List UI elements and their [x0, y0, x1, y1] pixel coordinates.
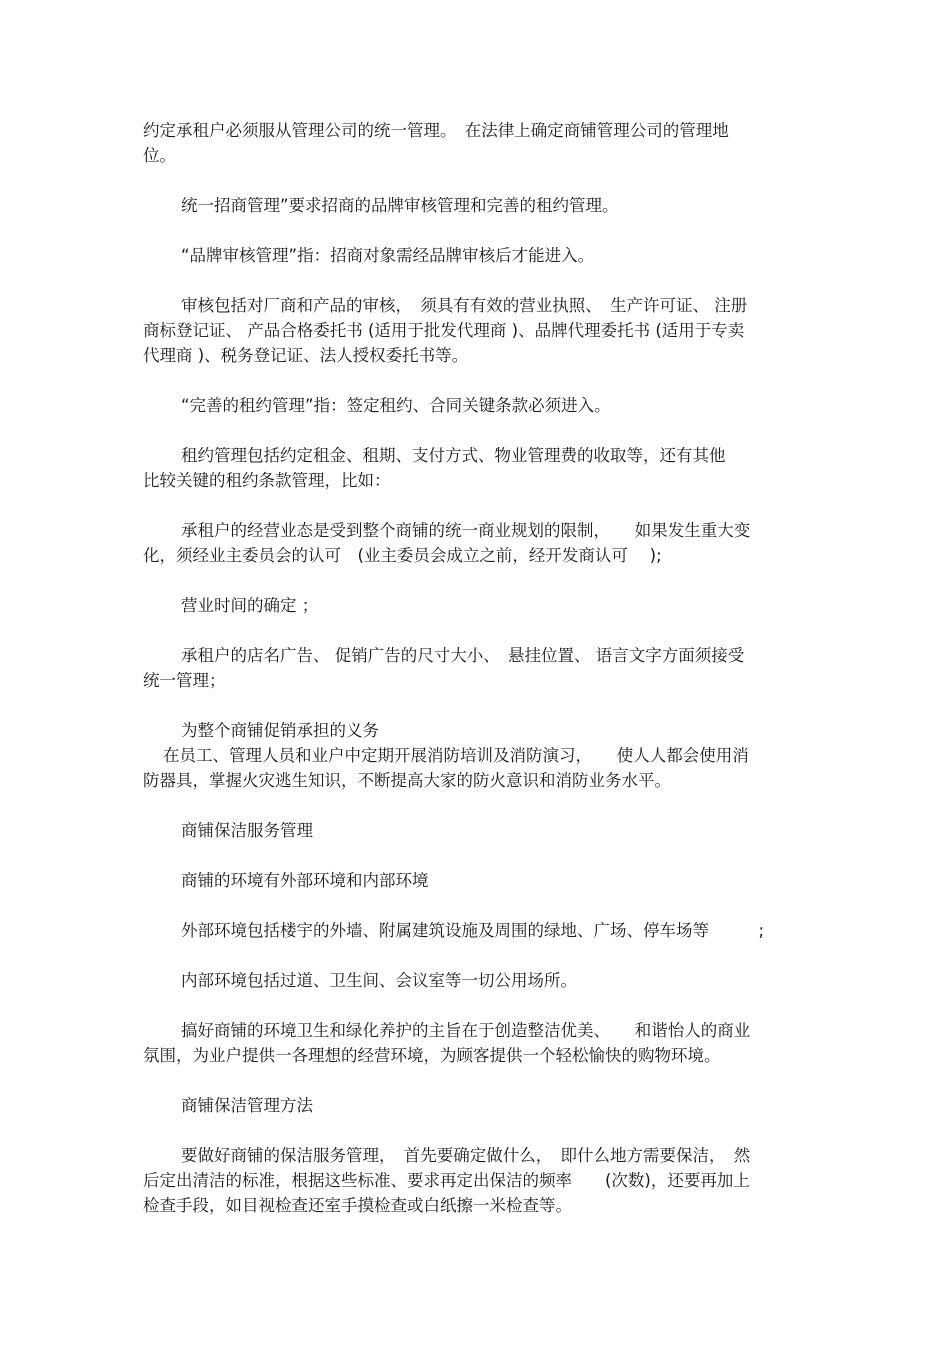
paragraph-environment-types: [143, 868, 808, 893]
text-line: 氛围，为业户提供一各理想的经营环境，为顾客提供一个轻松愉快的购物环境。: [143, 1046, 721, 1065]
text-line: 代理商 )、税务登记证、法人授权委托书等。: [143, 346, 469, 365]
text-line: 内部环境包括过道、卫生间、会议室等一切公用场所。: [181, 971, 577, 990]
text-line: 营业时间的确定 ；: [181, 596, 319, 615]
paragraph-business-hours: [143, 593, 808, 618]
text-line: 化，须经业主委员会的认可 (业主委员会成立之前，经开发商认可 );: [143, 546, 662, 565]
paragraph-internal-environment: [143, 968, 808, 993]
paragraph-lease-management: [143, 393, 808, 418]
text-line: 统一管理；: [143, 671, 226, 690]
paragraph-review-scope: [143, 293, 808, 368]
paragraph-fire-training: [143, 743, 808, 793]
paragraph-management-status: [143, 118, 808, 168]
text-line: 租约管理包括约定租金、租期、支付方式、物业管理费的收取等，还有其他: [181, 446, 726, 465]
text-line: “完善的租约管理”指：签定租约、合同关键条款必须进入。: [181, 396, 611, 415]
text-line: 约定承租户必须服从管理公司的统一管理。 在法律上确定商铺管理公司的管理地: [143, 121, 729, 140]
text-line: 统一招商管理”要求招商的品牌审核管理和完善的租约管理。: [181, 196, 619, 215]
paragraph-brand-review: [143, 243, 808, 268]
text-line: 商铺的环境有外部环境和内部环境: [181, 871, 429, 890]
text-line: 商铺保洁服务管理: [181, 821, 313, 840]
text-line: 在员工、管理人员和业户中定期开展消防培训及消防演习， 使人人都会使用消: [163, 746, 749, 765]
text-line: 商铺保洁管理方法: [181, 1096, 313, 1115]
paragraph-cleaning-method: [143, 1143, 808, 1218]
text-line: 为整个商铺促销承担的义务: [181, 721, 379, 740]
paragraph-external-environment: [143, 918, 808, 943]
text-line: 后定出清洁的标准，根据这些标准、要求再定出保洁的频率 (次数)，还要再加上: [143, 1171, 750, 1190]
text-line: 检查手段，如目视检查还室手摸检查或白纸擦一米检查等。: [143, 1196, 572, 1215]
paragraph-promotion-duty: [143, 718, 808, 743]
text-line: 承租户的店名广告、 促销广告的尺寸大小、 悬挂位置、 语言文字方面须接受: [181, 646, 745, 665]
paragraph-business-type: [143, 518, 808, 568]
text-line: 要做好商铺的保洁服务管理， 首先要确定做什么， 即什么地方需要保洁， 然: [181, 1146, 751, 1165]
paragraph-cleaning-heading: [143, 818, 808, 843]
text-line: 承租户的经营业态是受到整个商铺的统一商业规划的限制， 如果发生重大变: [181, 521, 751, 540]
text-line: 搞好商铺的环境卫生和绿化养护的主旨在于创造整洁优美、 和谐怡人的商业: [181, 1021, 751, 1040]
text-line: 外部环境包括楼宇的外墙、附属建筑设施及周围的绿地、广场、停车场等 ;: [181, 921, 765, 940]
paragraph-environment-purpose: [143, 1018, 808, 1068]
paragraph-unified-leasing: [143, 193, 808, 218]
text-line: 防器具，掌握火灾逃生知识，不断提高大家的防火意识和消防业务水平。: [143, 771, 671, 790]
document-body: [143, 118, 808, 1243]
text-line: “品牌审核管理”指：招商对象需经品牌审核后才能进入。: [181, 246, 595, 265]
paragraph-cleaning-method-heading: [143, 1093, 808, 1118]
paragraph-signage: [143, 643, 808, 693]
text-line: 位。: [143, 146, 176, 165]
paragraph-lease-terms: [143, 443, 808, 493]
text-line: 审核包括对厂商和产品的审核， 须具有有效的营业执照、 生产许可证、 注册: [181, 296, 748, 315]
text-line: 商标登记证、 产品合格委托书 (适用于批发代理商 )、品牌代理委托书 (适用于专卖: [143, 321, 745, 340]
text-line: 比较关键的租约条款管理，比如：: [143, 471, 391, 490]
